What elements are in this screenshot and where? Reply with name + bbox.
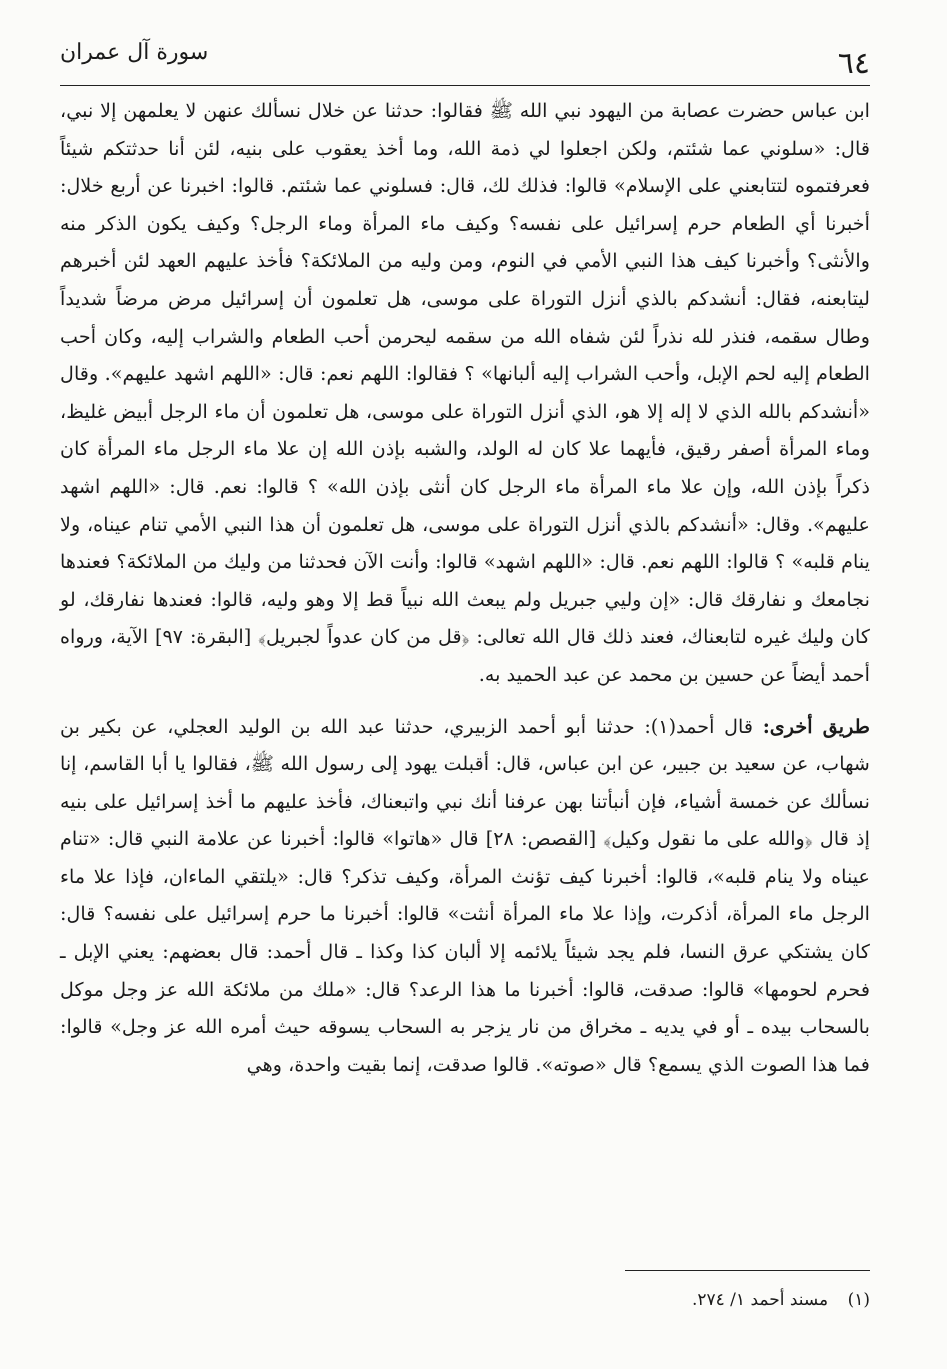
footnote-text: مسند أحمد ١/ ٢٧٤. xyxy=(691,1290,829,1310)
page-number: ٦٤ xyxy=(837,46,870,81)
main-text xyxy=(60,92,870,1083)
run-in-heading: طريق أخرى: xyxy=(762,714,871,738)
footnote-rule xyxy=(625,1270,870,1271)
page-header xyxy=(60,38,870,86)
running-title: سورة آل عمران xyxy=(60,40,209,65)
footnote xyxy=(692,1290,870,1310)
paragraph-another-route xyxy=(60,708,870,1084)
paragraph-body: قال أحمد(١): حدثنا أبو أحمد الزبيري، حدثنا عبد الله بن الوليد العجلي، عن بكير بن شهاب، عن سعيد بن جبير، عن ابن عباس، قال: أقبلت يهود إلى رسول الله ﷺ، فقالوا يا أبا القاسم، إنا نسألك عن خمسة أشياء، فإن أنبأتنا بهن عرفنا أنك نبي واتبعناك، فأخذ عليهم ما أخذ إسرائيل على بنيه إذ قال ﴿والله على ما نقول وكيل﴾ [القصص: ٢٨] قال «هاتوا» قالوا: أخبرنا عن علامة النبي قال: «تنام عيناه ولا ينام قلبه»، قالوا: أخبرنا كيف تؤنث المرأة، وكيف تذكر؟ قال: «يلتقي الماءان، فإذا علا ماء الرجل ماء المرأة، أذكرت، وإذا علا ماء المرأة أنثت» قالوا: أخبرنا ما حرم إسرائيل على نفسه؟ قال: كان يشتكي عرق النسا، فلم يجد شيئاً يلائمه إلا ألبان كذا وكذا ـ قال أحمد: قال بعضهم: يعني الإبل ـ فحرم لحومها» قالوا: صدقت، قالوا: أخبرنا ما هذا الرعد؟ قال: «ملك من ملائكة الله عز وجل موكل بالسحاب بيده ـ أو في يديه ـ مخراق من نار يزجر به السحاب يسوقه حيث أمره الله عز وجل» قالوا: فما هذا الصوت الذي يسمع؟ قال «صوته». قالوا صدقت، إنما بقيت واحدة، وهي xyxy=(60,714,870,1076)
header-rule xyxy=(60,85,870,86)
footnote-number: (١) xyxy=(847,1290,870,1310)
paragraph-hadith: ابن عباس حضرت عصابة من اليهود نبي الله ﷺ فقالوا: حدثنا عن خلال نسألك عنهن لا يعلمهن إلا نبي، قال: «سلوني عما شئتم، ولكن اجعلوا لي ذمة الله، وما أخذ يعقوب على بنيه، لئن أنا حدثتكم شيئاً فعرفتموه لتتابعني على الإسلام» قالوا: فذلك لك، قال: فسلوني عما شئتم. قالوا: اخبرنا عن أربع خلال: أخبرنا أي الطعام حرم إسرائيل على نفسه؟ وكيف ماء المرأة وماء الرجل؟ وكيف يكون الذكر منه والأنثى؟ وأخبرنا كيف هذا النبي الأمي في النوم، ومن وليه من الملائكة؟ فأخذ عليهم العهد لئن أخبرهم ليتابعنه، فقال: أنشدكم بالذي أنزل التوراة على موسى، هل تعلمون أن إسرائيل مرض مرضاً شديداً وطال سقمه، فنذر لله نذراً لئن شفاه الله من سقمه ليحرمن أحب الطعام والشراب إليه، وكان أحب الطعام إليه لحم الإبل، وأحب الشراب إليه ألبانها» ؟ فقالوا: اللهم نعم: قال: «اللهم اشهد عليهم». وقال «أنشدكم بالله الذي لا إله إلا هو، الذي أنزل التوراة على موسى، هل تعلمون أن ماء الرجل أبيض غليظ، وماء المرأة أصفر رقيق، فأيهما علا كان له الولد، والشبه بإذن الله إن علا ماء الرجل ماء المرأة كان ذكراً بإذن الله، وإن علا ماء المرأة ماء الرجل كان أنثى بإذن الله» ؟ قالوا: نعم. قال: «اللهم اشهد عليهم». وقال: «أنشدكم بالذي أنزل التوراة على موسى، هل تعلمون أن هذا النبي الأمي تنام عيناه، ولا ينام قلبه» ؟ قالوا: اللهم نعم. قال: «اللهم اشهد» قالوا: وأنت الآن فحدثنا من وليك من الملائكة؟ فعندها نجامعك و نفارقك قال: «إن وليي جبريل ولم يبعث الله نبياً قط إلا وهو وليه، قالوا: فعندها نفارقك، لو كان وليك غيره لتابعناك، فعند ذلك قال الله تعالى: ﴿قل من كان عدواً لجبريل﴾ [البقرة: ٩٧] الآية، ورواه أحمد أيضاً عن حسين بن محمد عن عبد الحميد به. xyxy=(60,99,870,686)
